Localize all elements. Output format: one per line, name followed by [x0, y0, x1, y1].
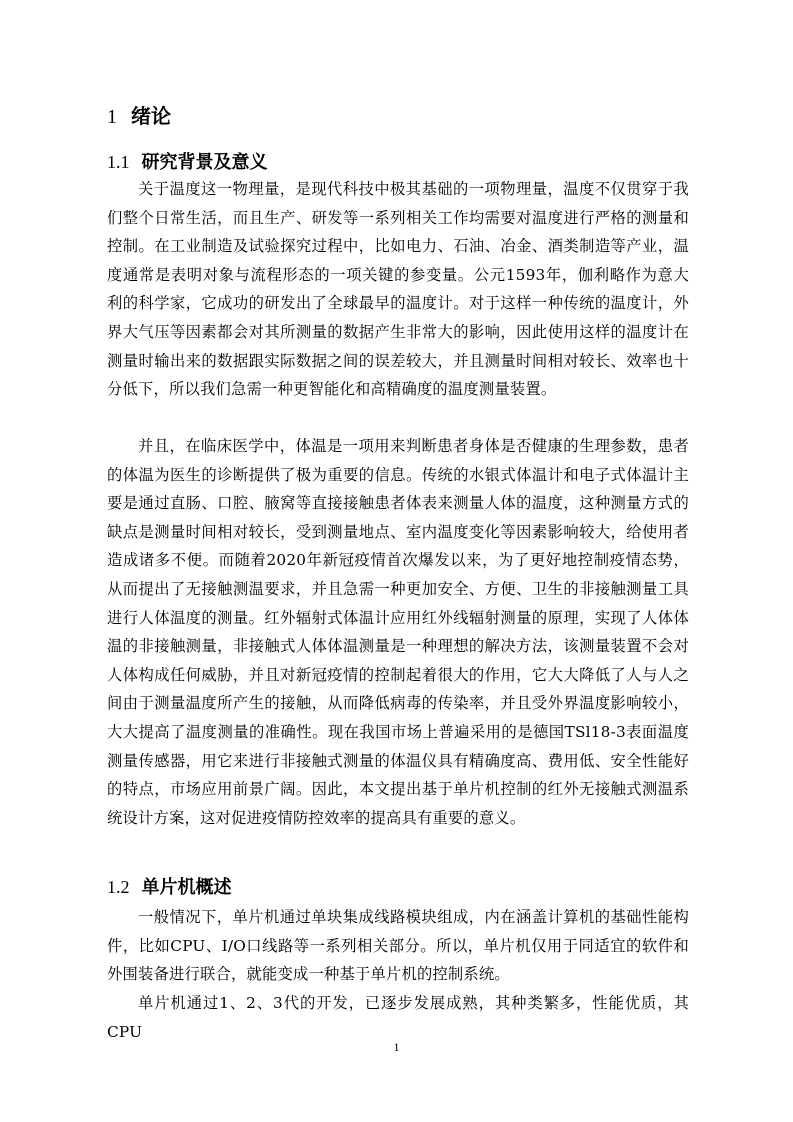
- section-heading: [107, 873, 232, 899]
- page-number: 1: [393, 1040, 400, 1054]
- section-number: 1.1: [107, 152, 130, 172]
- paragraph: 并且，在临床医学中，体温是一项用来判断患者身体是否健康的生理参数，患者的体温为医生的诊断提供了极为重要的信息。传统的水银式体温计和电子式体温计主要是通过直肠、口腔、腋窝等直接接触患者体表来测量人体的温度，这种测量方式的缺点是测量时间相对较长，受到测量地点、室内温度变化等因素影响较大，给使用者造成诸多不便。而随着2020年新冠疫情首次爆发以来，为了更好地控制疫情态势，从而提出了无接触测温要求，并且急需一种更加安全、方便、卫生的非接触测量工具进行人体温度的测量。红外辐射式体温计应用红外线辐射测量的原理，实现了人体体温的非接触测量，非接触式人体体温测量是一种理想的解决方法，该测量装置不会对人体构成任何威胁，并且对新冠疫情的控制起着很大的作用，它大大降低了人与人之间由于测量温度所产生的接触，从而降低病毒的传染率，并且受外界温度影响较小，大大提高了温度测量的准确性。现在我国市场上普遍采用的是德国TSl18-3表面温度测量传感器，用它来进行非接触式测量的体温仪具有精确度高、费用低、安全性能好的特点，市场应用前景广阔。因此，本文提出基于单片机控制的红外无接触式测温系统设计方案，这对促进疫情防控效率的提高具有重要的意义。: [107, 437, 689, 827]
- chapter-title: 绪论: [131, 104, 171, 128]
- section-heading: [107, 148, 268, 174]
- paragraph: 关于温度这一物理量，是现代科技中极其基础的一项物理量，温度不仅贯穿于我们整个日常生活，而且生产、研发等一系列相关工作均需要对温度进行严格的测量和控制。在工业制造及试验探究过程中，比如电力、石油、冶金、酒类制造等产业，温度通常是表明对象与流程形态的一项关键的参变量。公元1593年，伽利略作为意大利的科学家，它成功的研发出了全球最早的温度计。对于这样一种传统的温度计，外界大气压等因素都会对其所测量的数据产生非常大的影响，因此使用这样的温度计在测量时输出来的数据跟实际数据之间的误差较大，并且测量时间相对较长、效率也十分低下，所以我们急需一种更智能化和高精确度的温度测量装置。: [107, 180, 689, 399]
- section-title: 研究背景及意义: [141, 152, 268, 173]
- chapter-heading: [107, 100, 171, 129]
- section-title: 单片机概述: [141, 877, 232, 898]
- paragraph: 单片机通过1、2、3代的开发，已逐步发展成熟，其种类繁多，性能优质，其CPU: [107, 994, 689, 1041]
- paragraph: 一般情况下，单片机通过单块集成线路模块组成，内在涵盖计算机的基础性能构件，比如CPU、I/O口线路等一系列相关部分。所以，单片机仅用于同适宜的软件和外围装备进行联合，就能变成一种基于单片机的控制系统。: [107, 908, 689, 984]
- section-number: 1.2: [107, 877, 130, 897]
- chapter-number: 1: [107, 106, 117, 128]
